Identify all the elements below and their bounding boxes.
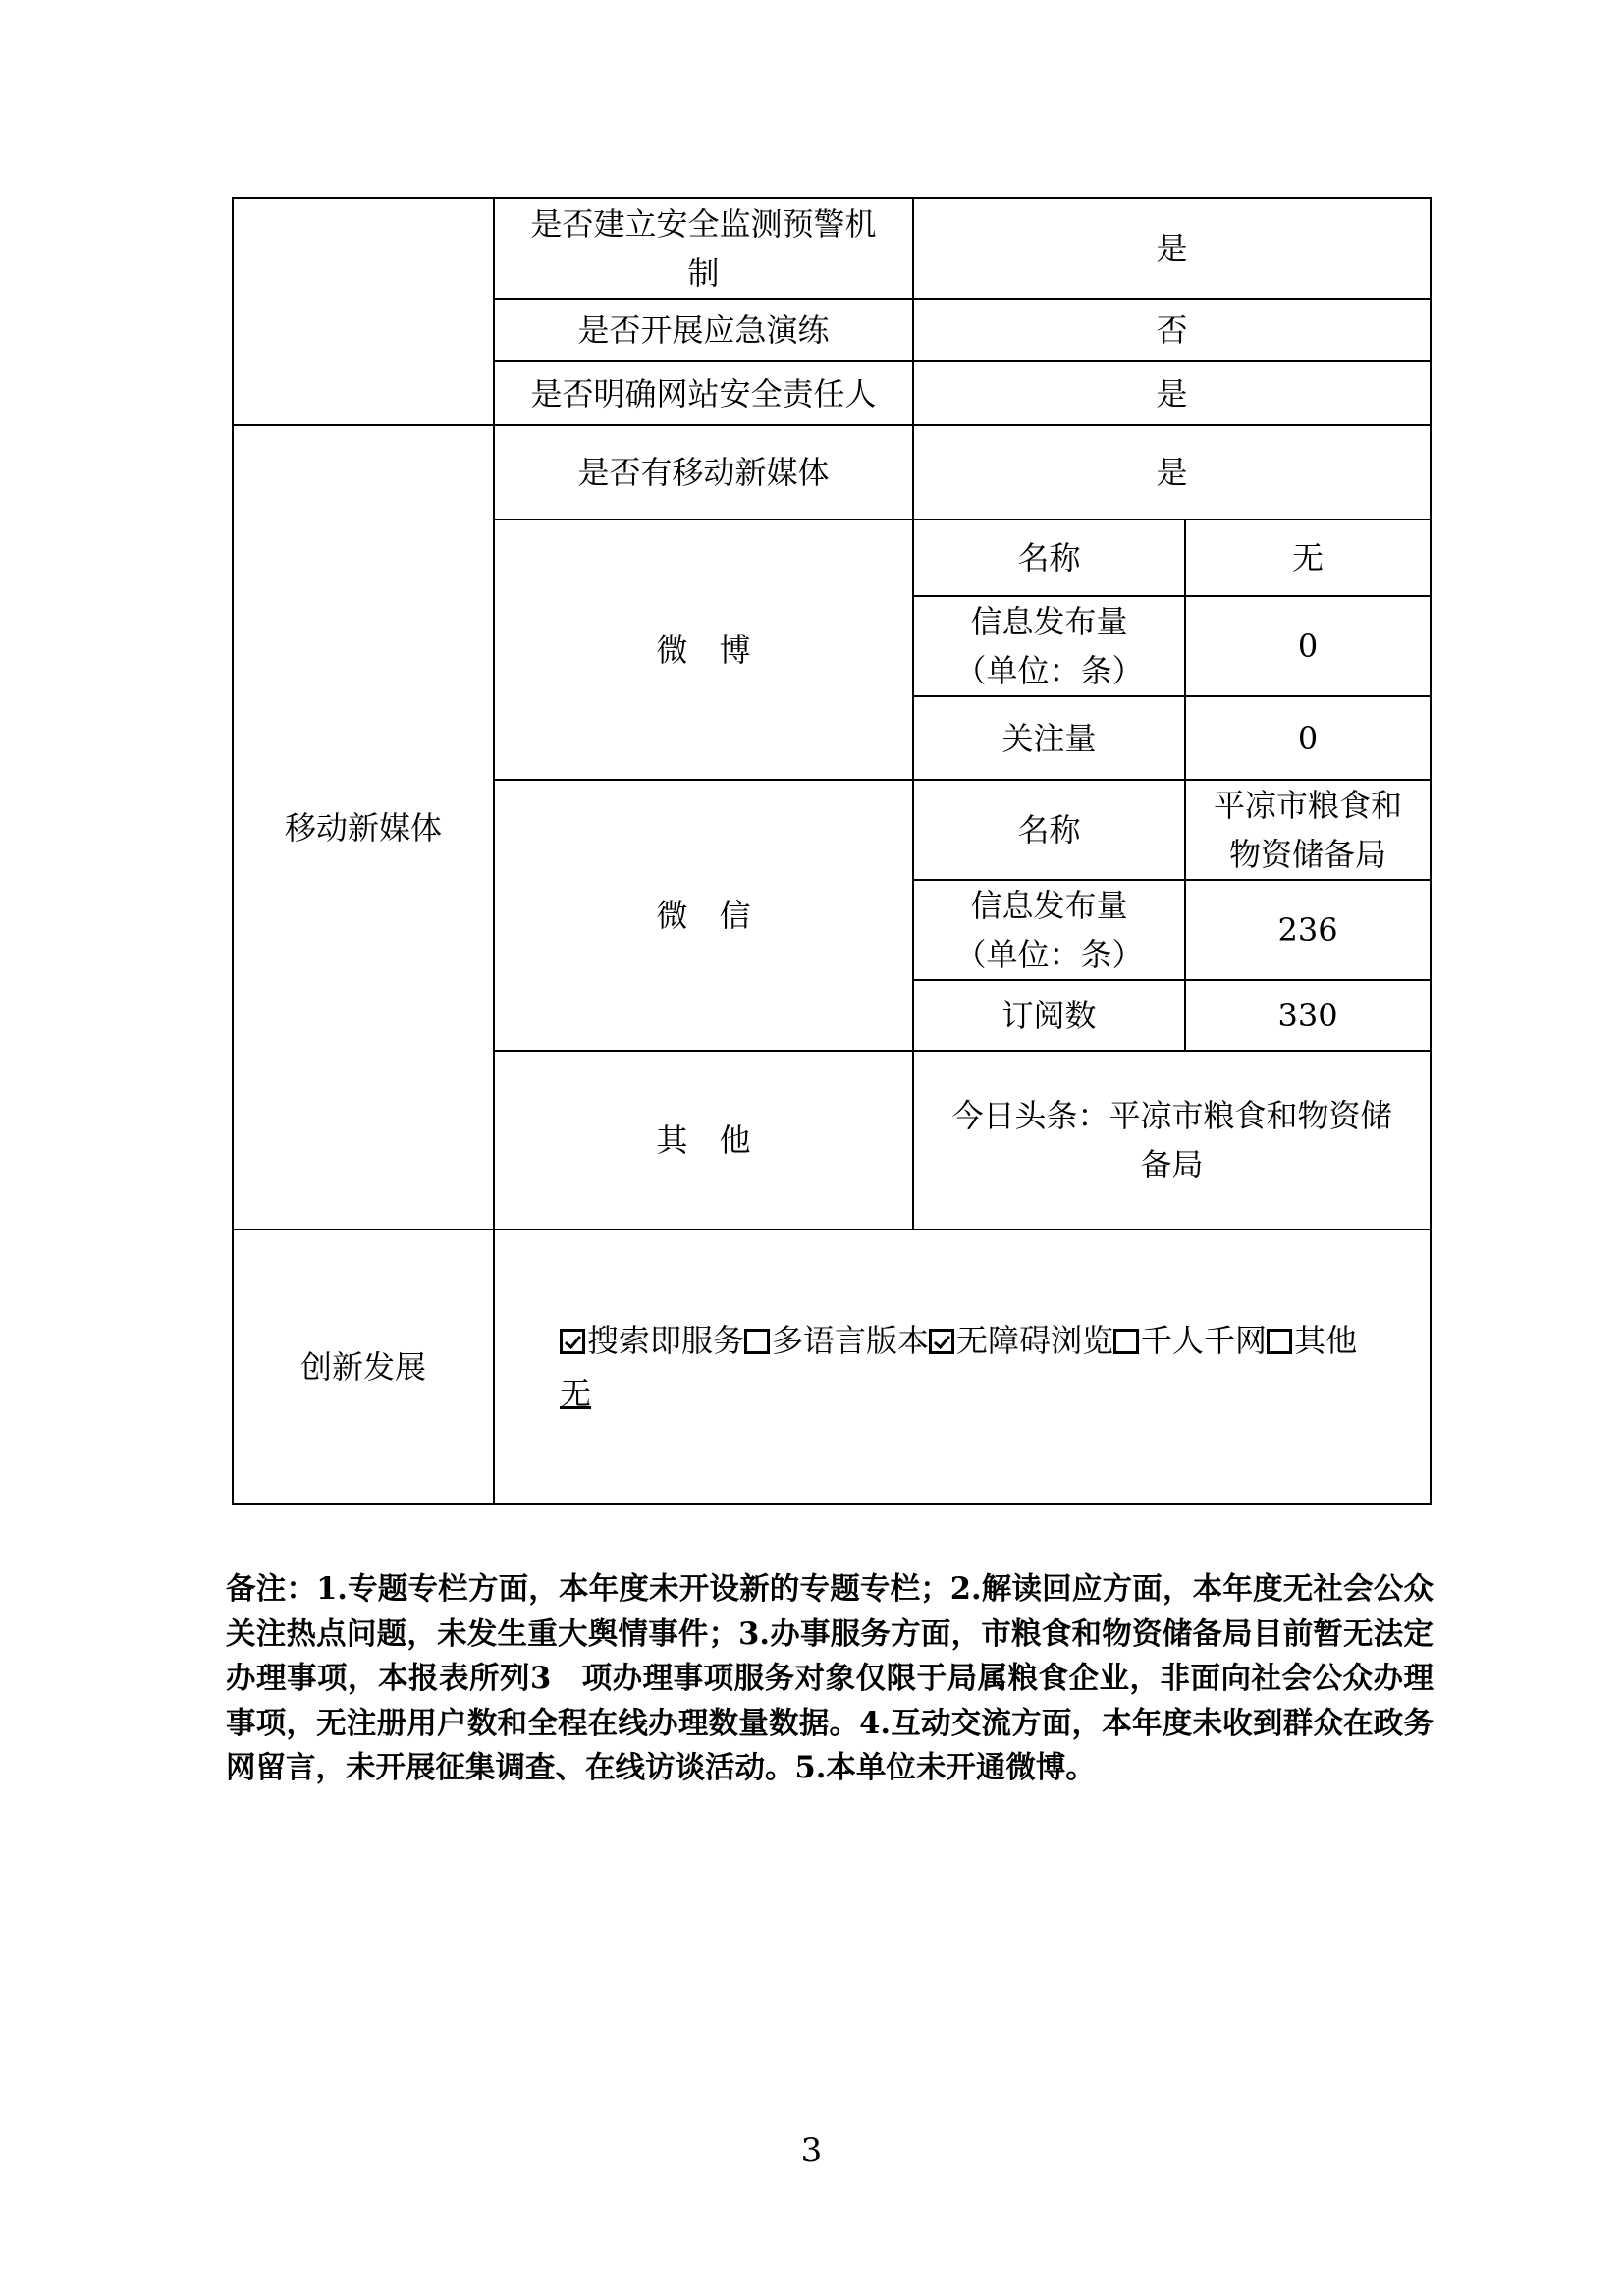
other-media-value: 今日头条：平凉市粮食和物资储备局 — [913, 1051, 1431, 1230]
security-label-monitoring: 是否建立安全监测预警机制 — [494, 198, 913, 299]
checkbox-checked-icon — [560, 1329, 585, 1354]
weixin-posts-label: 信息发布量（单位：条） — [913, 880, 1185, 980]
option-other[interactable] — [1267, 1322, 1357, 1359]
weixin-posts-value: 236 — [1185, 880, 1431, 980]
option-label: 其他 — [1294, 1322, 1358, 1359]
checkbox-checked-icon — [929, 1329, 954, 1354]
weibo-label: 微 博 — [494, 519, 913, 780]
option-label: 千人千网 — [1141, 1322, 1268, 1359]
weibo-name-label: 名称 — [913, 519, 1185, 596]
innovation-label: 创新发展 — [233, 1230, 494, 1504]
weibo-posts-label: 信息发布量（单位：条） — [913, 596, 1185, 696]
remark-note: 备注：1.专题专栏方面，本年度未开设新的专题专栏；2.解读回应方面，本年度无社会公众关注热点问题，未发生重大舆情事件；3.办事服务方面，市粮食和物资储备局目前暂无法定办理事项，本报表所列3 项办理事项服务对象仅限于局属粮食企业，非面向社会公众办理事项，无注册用户数和全程在线办理数量数据。4.互动交流方面，本年度未收到群众在政务网留言，未开展征集调查、在线访谈活动。5.本单位未开通微博。 — [226, 1571, 1434, 1785]
weibo-posts-value: 0 — [1185, 596, 1431, 696]
weixin-name-value: 平凉市粮食和物资储备局 — [1185, 780, 1431, 880]
weixin-name-label: 名称 — [913, 780, 1185, 880]
option-search-service[interactable] — [560, 1322, 744, 1359]
option-multilingual[interactable] — [744, 1322, 929, 1359]
mobile-section-label: 移动新媒体 — [233, 425, 494, 1230]
checkbox-empty-icon — [1267, 1329, 1292, 1354]
option-personalized[interactable] — [1113, 1322, 1267, 1359]
report-table — [232, 197, 1432, 1505]
weibo-followers-label: 关注量 — [913, 696, 1185, 780]
option-label: 多语言版本 — [772, 1322, 930, 1359]
security-value-drill: 否 — [913, 299, 1431, 361]
security-value-responsible: 是 — [913, 361, 1431, 425]
security-value-monitoring: 是 — [913, 198, 1431, 299]
weixin-subscribers-value: 330 — [1185, 980, 1431, 1051]
option-accessible[interactable] — [929, 1322, 1113, 1359]
has-mobile-label: 是否有移动新媒体 — [494, 425, 913, 519]
weixin-subscribers-label: 订阅数 — [913, 980, 1185, 1051]
security-label-drill: 是否开展应急演练 — [494, 299, 913, 361]
innovation-other-text: 无 — [560, 1375, 592, 1412]
has-mobile-value: 是 — [913, 425, 1431, 519]
option-label: 搜索即服务 — [587, 1322, 745, 1359]
security-label-responsible: 是否明确网站安全责任人 — [494, 361, 913, 425]
security-section-cell — [233, 198, 494, 425]
weixin-label: 微 信 — [494, 780, 913, 1051]
weibo-followers-value: 0 — [1185, 696, 1431, 780]
page-number: 3 — [800, 2131, 823, 2170]
weibo-name-value: 无 — [1185, 519, 1431, 596]
innovation-options — [494, 1230, 1431, 1504]
checkbox-empty-icon — [1113, 1329, 1139, 1354]
option-label: 无障碍浏览 — [956, 1322, 1114, 1359]
other-media-label: 其 他 — [494, 1051, 913, 1230]
checkbox-empty-icon — [744, 1329, 770, 1354]
